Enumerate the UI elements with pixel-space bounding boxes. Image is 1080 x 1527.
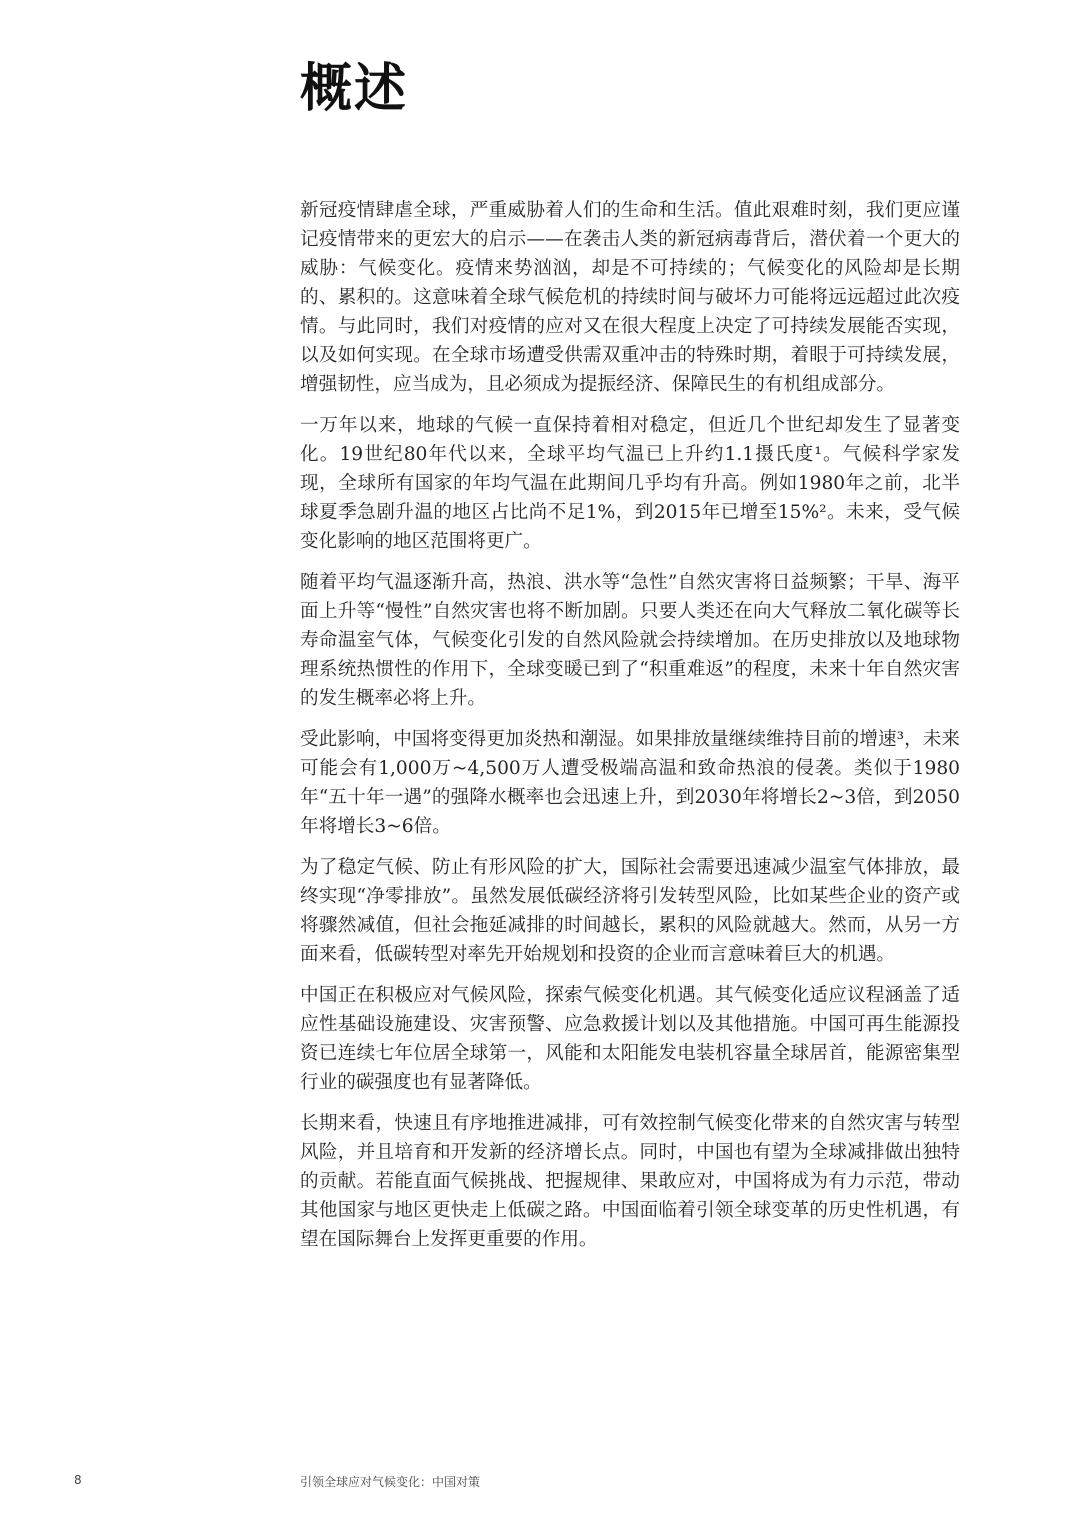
paragraph-7: 长期来看，快速且有序地推进减排，可有效控制气候变化带来的自然灾害与转型风险，并且培育和开发新的经济增长点。同时，中国也有望为全球减排做出独特的贡献。若能直面气候挑战、把握规律、果敢应对，中国将成为有力示范，带动其他国家与地区更快走上低碳之路。中国面临着引领全球变革的历史性机遇，有望在国际舞台上发挥更重要的作用。 — [300, 1113, 960, 1250]
paragraph-6: 中国正在积极应对气候风险，探索气候变化机遇。其气候变化适应议程涵盖了适应性基础设施建设、灾害预警、应急救援计划以及其他措施。中国可再生能源投资已连续七年位居全球第一，风能和太阳能发电装机容量全球居首，能源密集型行业的碳强度也有显著降低。 — [300, 985, 960, 1093]
page-number: 8 — [74, 1473, 82, 1487]
page-title: 概述 — [300, 58, 409, 119]
paragraph-3: 随着平均气温逐渐升高，热浪、洪水等“急性”自然灾害将日益频繁；干旱、海平面上升等“慢性”自然灾害也将不断加剧。只要人类还在向大气释放二氧化碳等长寿命温室气体，气候变化引发的自然风险就会持续增加。在历史排放以及地球物理系统热惯性的作用下，全球变暖已到了“积重难返”的程度，未来十年自然灾害的发生概率必将上升。 — [300, 572, 960, 709]
paragraph-2: 一万年以来，地球的气候一直保持着相对稳定，但近几个世纪却发生了显著变化。19世纪80年代以来，全球平均气温已上升约1.1摄氏度¹。气候科学家发现，全球所有国家的年均气温在此期间几乎均有升高。例如1980年之前，北半球夏季急剧升温的地区占比尚不足1%，到2015年已增至15%²。未来，受气候变化影响的地区范围将更广。 — [300, 415, 960, 552]
running-title: 引领全球应对气候变化：中国对策 — [300, 1475, 481, 1489]
paragraph-1: 新冠疫情肆虐全球，严重威胁着人们的生命和生活。值此艰难时刻，我们更应谨记疫情带来的更宏大的启示——在袭击人类的新冠病毒背后，潜伏着一个更大的威胁：气候变化。疫情来势汹汹，却是不可持续的；气候变化的风险却是长期的、累积的。这意味着全球气候危机的持续时间与破坏力可能将远远超过此次疫情。与此同时，我们对疫情的应对又在很大程度上决定了可持续发展能否实现，以及如何实现。在全球市场遭受供需双重冲击的特殊时期，着眼于可持续发展，增强韧性，应当成为，且必须成为提振经济、保障民生的有机组成部分。 — [300, 200, 960, 395]
paragraph-4: 受此影响，中国将变得更加炎热和潮湿。如果排放量继续维持目前的增速³，未来可能会有1,000万~4,500万人遭受极端高温和致命热浪的侵袭。类似于1980年“五十年一遇”的强降水概率也会迅速上升，到2030年将增长2~3倍，到2050年将增长3~6倍。 — [300, 729, 960, 837]
body-text — [300, 196, 960, 1266]
paragraph-5: 为了稳定气候、防止有形风险的扩大，国际社会需要迅速减少温室气体排放，最终实现“净零排放”。虽然发展低碳经济将引发转型风险，比如某些企业的资产或将骤然减值，但社会拖延减排的时间越长，累积的风险就越大。然而，从另一方面来看，低碳转型对率先开始规划和投资的企业而言意味着巨大的机遇。 — [300, 857, 960, 965]
